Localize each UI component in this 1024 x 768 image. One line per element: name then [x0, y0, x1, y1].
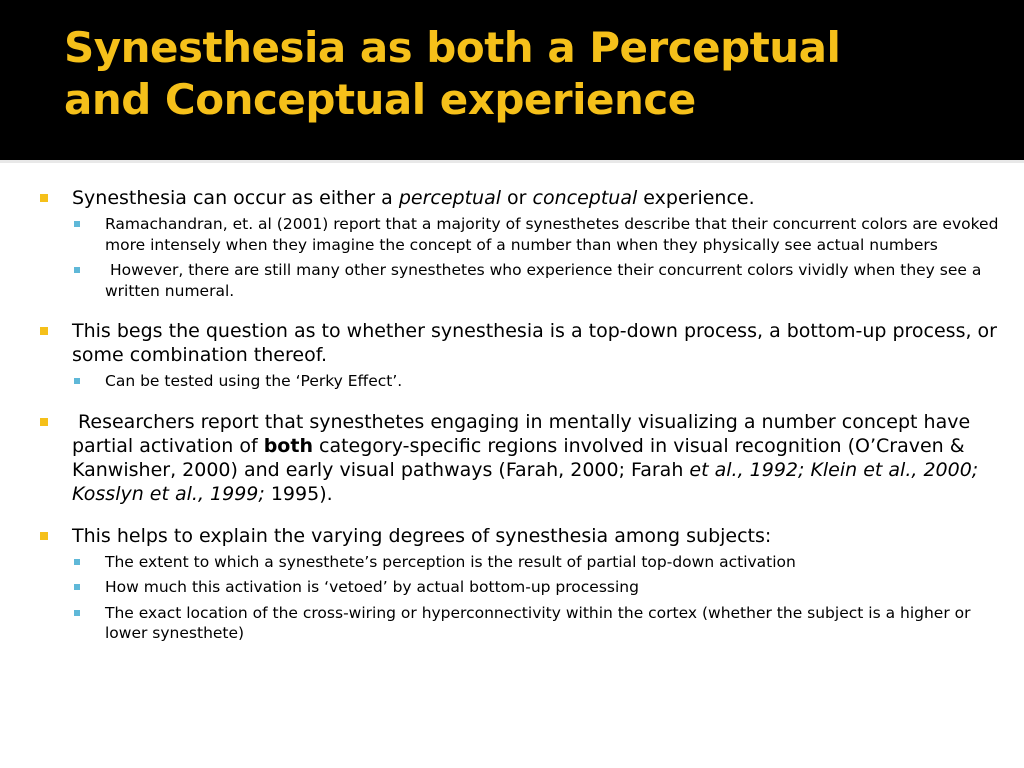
sub-bullet-cross-wiring	[72, 603, 1002, 644]
slide-title-line-1: Synesthesia as both a Perceptual	[64, 23, 841, 72]
slide-content	[36, 186, 1002, 644]
title-bar	[0, 0, 1024, 160]
sub-bullet-text: Can be tested using the ‘Perky Effect’.	[105, 372, 403, 390]
text-run-italic: , 2000;	[911, 458, 985, 481]
text-run: or	[501, 187, 533, 209]
square-sub-bullet-icon	[74, 267, 80, 273]
square-bullet-icon	[40, 194, 48, 202]
title-divider	[0, 160, 1024, 163]
slide-title	[64, 22, 1004, 126]
sub-bullet-list	[72, 214, 1002, 301]
sub-bullet-extent	[72, 552, 1002, 573]
text-run-bold: both	[263, 434, 313, 457]
text-run-italic: Kosslyn et al.	[72, 482, 198, 505]
square-sub-bullet-icon	[74, 610, 80, 616]
bullet-perceptual-conceptual	[36, 186, 1002, 301]
square-sub-bullet-icon	[74, 378, 80, 384]
sub-bullet-text: However, there are still many other synesthetes who experience their concurrent colors vividly when they see a written numeral.	[105, 261, 987, 300]
text-run: 1995).	[264, 482, 333, 505]
text-run-italic: , 1999;	[197, 482, 265, 505]
slide-title-line-2: and Conceptual experience	[64, 75, 696, 124]
text-run-italic: perceptual	[398, 187, 501, 209]
square-sub-bullet-icon	[74, 221, 80, 227]
sub-bullet-text: Ramachandran, et. al (2001) report that a majority of synesthetes describe that their concurrent colors are evoked more intensely when they imagine the concept of a number than when they physically see actual numbers	[105, 215, 999, 254]
sub-bullet-vetoed	[72, 577, 1002, 598]
text-run: experience.	[637, 187, 755, 209]
sub-bullet-perky-effect	[72, 371, 1002, 392]
sub-bullet-ramachandran	[72, 214, 1002, 255]
sub-bullet-text: The extent to which a synesthete’s perception is the result of partial top-down activation	[105, 552, 796, 571]
text-run-italic: , 1992;	[737, 458, 811, 481]
text-run: category-specific regions involved in visual recognition (O’Craven & Kanwisher, 2000) and early visual pathways (Farah, 2000; Farah	[72, 434, 971, 481]
bullet-text: This helps to explain the varying degrees of synesthesia among subjects:	[72, 524, 772, 547]
sub-bullet-however	[72, 260, 1002, 301]
bullet-text	[72, 411, 984, 505]
bullet-researchers-report	[36, 410, 1002, 506]
bullet-varying-degrees	[36, 524, 1002, 644]
sub-bullet-text: How much this activation is ‘vetoed’ by actual bottom-up processing	[105, 578, 639, 596]
text-run-italic: et al.	[689, 458, 738, 481]
square-bullet-icon	[40, 327, 48, 335]
text-run: Researchers report that synesthetes engaging in mentally visualizing a number concept have partial activation of	[72, 410, 977, 457]
square-bullet-icon	[40, 532, 48, 540]
bullet-top-down-question	[36, 319, 1002, 392]
text-run: Synesthesia can occur as either a	[72, 187, 399, 209]
square-sub-bullet-icon	[74, 584, 80, 590]
text-run-italic: Klein et al.	[810, 458, 912, 481]
sub-bullet-list	[72, 371, 1002, 392]
sub-bullet-list	[72, 552, 1002, 644]
bullet-text: This begs the question as to whether synesthesia is a top-down process, a bottom-up process, or some combination thereof.	[72, 320, 997, 366]
bullet-text	[72, 187, 755, 209]
sub-bullet-text: The exact location of the cross-wiring or hyperconnectivity within the cortex (whether the subject is a higher or lower synesthete)	[105, 603, 971, 642]
square-bullet-icon	[40, 418, 48, 426]
square-sub-bullet-icon	[74, 559, 80, 565]
text-run-italic: conceptual	[532, 187, 638, 209]
